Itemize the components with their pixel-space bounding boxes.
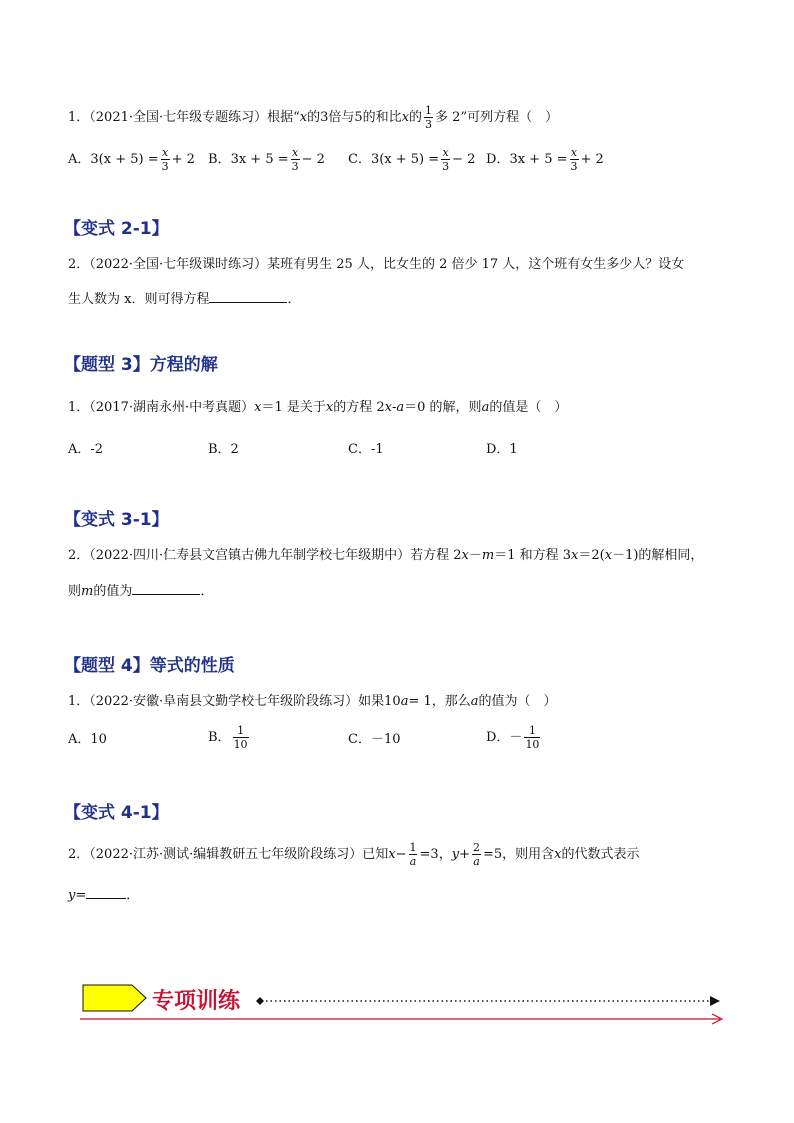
section-type-3-heading: 【题型 3】方程的解 — [64, 355, 218, 375]
banner-arrow-shape — [83, 985, 146, 1011]
answer-blank[interactable] — [132, 580, 200, 595]
arrowhead-icon — [710, 996, 720, 1006]
question-1-option-d: D．3x + 5 = $\frac{x}{3}$ + 2 — [486, 146, 604, 173]
section-variant-2-1-heading: 【变式 2-1】 — [64, 219, 169, 239]
fraction-one-third: $\frac{1}{3}$ — [425, 104, 433, 131]
question-2-line-1: 2．（2022·全国·七年级课时练习）某班有男生 25 人，比女生的 2 倍少 17 人，这个班有女生多少人？设女 — [68, 257, 685, 272]
question-5-option-b: B． $\frac{1}{10}$ — [208, 724, 248, 751]
question-4-line-2: 则m的值为 ． — [68, 580, 213, 601]
question-3-option-d: D．1 — [486, 442, 518, 457]
question-6-line-2: y= ． — [68, 884, 139, 905]
question-3-option-b: B．2 — [208, 442, 239, 457]
question-4-line-1: 2．（2022·四川·仁寿县文宫镇古佛九年制学校七年级期中）若方程 2x－m＝1 和方程 3x＝2(x－1)的解相同， — [68, 548, 704, 563]
diamond-icon — [256, 997, 264, 1005]
question-3-stem: 1．（2017·湖南永州·中考真题）x＝1 是关于x的方程 2x-a＝0 的解，则a的值是（ ） — [68, 400, 568, 415]
question-5-stem: 1．（2022·安徽·阜南县文勤学校七年级阶段练习）如果10a= 1，那么a的值为（ ） — [68, 694, 557, 709]
section-variant-3-1-heading: 【变式 3-1】 — [64, 510, 169, 530]
question-6-line-1: 2．（2022·江苏·测试·编辑教研五七年级阶段练习）已知x− $\frac{1}{a}$ =3，y+ $\frac{2}{a}$ =5，则用含x的代数式表示 — [68, 841, 640, 868]
question-1-stem: 1．（2021·全国·七年级专题练习）根据“x的3倍与5的和比x的 $\frac{1}{3}$ 多 2”可列方程（ ） — [68, 104, 559, 131]
question-5-option-c: C．－10 — [348, 732, 401, 747]
question-5-option-d: D．－ $\frac{1}{10}$ — [486, 724, 540, 751]
question-1-option-c: C．3(x + 5) = $\frac{x}{3}$ − 2 — [348, 146, 476, 173]
answer-blank[interactable] — [86, 884, 126, 899]
question-2-line-2: 生人数为 x．则可得方程 ． — [68, 288, 300, 309]
question-3-option-a: A．-2 — [68, 442, 104, 457]
question-1-option-a: A．3(x + 5) = $\frac{x}{3}$ + 2 — [68, 146, 195, 173]
answer-blank[interactable] — [209, 288, 287, 303]
question-1-option-b: B．3x + 5 = $\frac{x}{3}$ − 2 — [208, 146, 325, 173]
section-type-4-heading: 【题型 4】等式的性质 — [64, 656, 235, 676]
section-banner — [80, 982, 730, 1030]
question-3-option-c: C．-1 — [348, 442, 384, 457]
question-5-option-a: A．10 — [68, 732, 107, 747]
banner-title: 专项训练 — [152, 988, 241, 1014]
section-variant-4-1-heading: 【变式 4-1】 — [64, 803, 169, 823]
